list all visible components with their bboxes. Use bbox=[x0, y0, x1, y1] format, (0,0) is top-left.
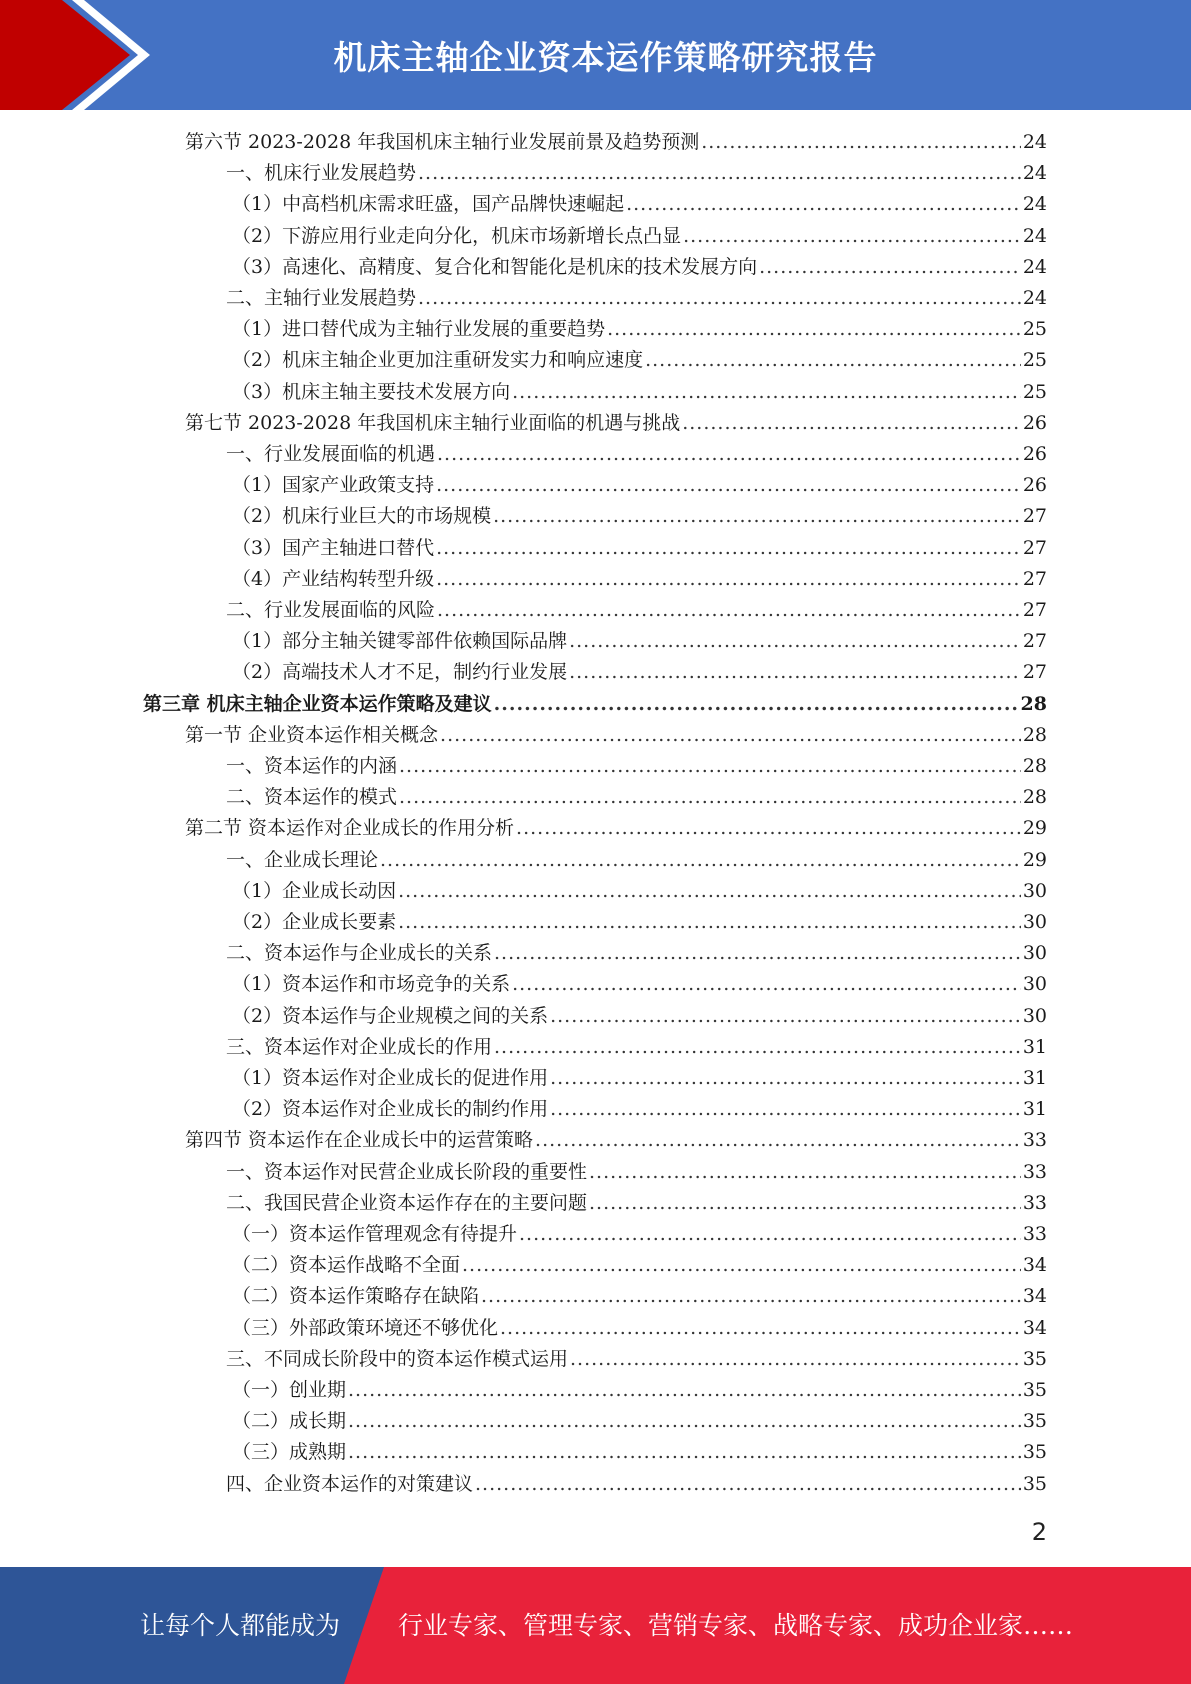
toc-dot-leader bbox=[481, 1281, 1021, 1312]
toc-entry[interactable] bbox=[232, 189, 1047, 220]
toc-dot-leader bbox=[645, 345, 1021, 376]
footer-slogan-right: 行业专家、管理专家、营销专家、战略专家、成功企业家…… bbox=[398, 1611, 1074, 1640]
report-title: 机床主轴企业资本运作策略研究报告 bbox=[333, 37, 878, 77]
toc-dot-leader bbox=[440, 720, 1021, 751]
toc-entry[interactable] bbox=[232, 1063, 1047, 1094]
toc-entry-page: 25 bbox=[1022, 380, 1047, 403]
toc-dot-leader bbox=[589, 1157, 1021, 1188]
toc-entry-page: 35 bbox=[1022, 1441, 1047, 1464]
toc-entry-page: 24 bbox=[1022, 224, 1047, 247]
toc-entry[interactable] bbox=[232, 1219, 1047, 1250]
toc-entry-title: （2）机床主轴企业更加注重研发实力和响应速度 bbox=[232, 349, 644, 372]
toc-entry-page: 28 bbox=[1022, 786, 1047, 809]
toc-entry[interactable] bbox=[226, 1157, 1047, 1188]
toc-entry-title: （2）资本运作与企业规模之间的关系 bbox=[232, 1004, 549, 1027]
toc-entry-title: （二）资本运作策略存在缺陷 bbox=[232, 1285, 480, 1308]
toc-entry-page: 30 bbox=[1022, 911, 1047, 933]
toc-entry-title: （1）中高档机床需求旺盛，国产品牌快速崛起 bbox=[232, 193, 625, 216]
toc-entry-page: 27 bbox=[1022, 599, 1047, 621]
toc-entry-title: 一、资本运作的内涵 bbox=[226, 755, 398, 777]
toc-entry[interactable] bbox=[226, 595, 1047, 626]
toc-entry[interactable] bbox=[232, 533, 1047, 564]
toc-entry-page: 33 bbox=[1022, 1191, 1047, 1214]
toc-entry[interactable] bbox=[226, 751, 1047, 782]
toc-entry-title: （3）高速化、高精度、复合化和智能化是机床的技术发展方向 bbox=[232, 255, 758, 278]
toc-entry-page: 31 bbox=[1022, 1098, 1047, 1121]
toc-entry-title: 第一节 企业资本运作相关概念 bbox=[185, 723, 439, 746]
toc-dot-leader bbox=[519, 1219, 1021, 1250]
toc-entry-page: 30 bbox=[1022, 942, 1047, 965]
toc-entry-title: 二、行业发展面临的风险 bbox=[226, 599, 436, 621]
toc-entry[interactable] bbox=[232, 1375, 1047, 1406]
toc-entry-title: （2）企业成长要素 bbox=[232, 911, 397, 933]
toc-entry-page: 24 bbox=[1022, 162, 1047, 185]
toc-entry-page: 33 bbox=[1022, 1129, 1047, 1152]
toc-entry-title: 一、机床行业发展趋势 bbox=[226, 162, 417, 185]
toc-entry-title: （三）成熟期 bbox=[232, 1441, 347, 1464]
toc-dot-leader bbox=[398, 907, 1021, 938]
toc-entry[interactable] bbox=[232, 1094, 1047, 1125]
toc-entry[interactable] bbox=[185, 408, 1047, 439]
toc-dot-leader bbox=[493, 501, 1021, 532]
toc-entry-title: 二、资本运作与企业成长的关系 bbox=[226, 942, 493, 965]
toc-dot-leader bbox=[589, 1188, 1021, 1219]
toc-entry[interactable] bbox=[232, 252, 1047, 283]
toc-dot-leader bbox=[550, 1063, 1021, 1094]
toc-dot-leader bbox=[437, 595, 1021, 626]
toc-dot-leader bbox=[570, 1344, 1021, 1375]
toc-entry-page: 35 bbox=[1022, 1472, 1047, 1495]
toc-dot-leader bbox=[569, 657, 1021, 688]
toc-entry-title: （二）成长期 bbox=[232, 1410, 347, 1433]
toc-entry-title: 第六节 2023-2028 年我国机床主轴行业发展前景及趋势预测 bbox=[185, 131, 700, 153]
toc-dot-leader bbox=[418, 283, 1021, 314]
toc-entry-page: 34 bbox=[1022, 1316, 1047, 1339]
toc-entry-title: 第七节 2023-2028 年我国机床主轴行业面临的机遇与挑战 bbox=[185, 411, 681, 434]
toc-entry-page: 27 bbox=[1022, 567, 1047, 590]
toc-entry-title: 四、企业资本运作的对策建议 bbox=[226, 1472, 474, 1495]
toc-entry-page: 29 bbox=[1022, 848, 1047, 871]
toc-entry-title: 二、主轴行业发展趋势 bbox=[226, 287, 417, 309]
toc-entry-page: 24 bbox=[1022, 131, 1047, 153]
toc-entry-title: （三）外部政策环境还不够优化 bbox=[232, 1316, 499, 1339]
toc-entry-title: （3）机床主轴主要技术发展方向 bbox=[232, 380, 511, 403]
footer-banner bbox=[0, 1567, 1191, 1684]
toc-dot-leader bbox=[683, 221, 1021, 252]
toc-entry-title: 二、我国民营企业资本运作存在的主要问题 bbox=[226, 1191, 588, 1214]
toc-dot-leader bbox=[436, 533, 1021, 564]
toc-entry[interactable] bbox=[232, 470, 1047, 501]
toc-dot-leader bbox=[550, 1001, 1021, 1032]
toc-entry[interactable] bbox=[232, 907, 1047, 938]
toc-dot-leader bbox=[462, 1250, 1021, 1281]
toc-entry[interactable] bbox=[232, 564, 1047, 595]
toc-entry-title: 第二节 资本运作对企业成长的作用分析 bbox=[185, 817, 515, 840]
toc-entry-page: 25 bbox=[1022, 349, 1047, 372]
toc-entry-page: 27 bbox=[1022, 661, 1047, 684]
toc-entry-page: 26 bbox=[1022, 411, 1047, 434]
toc-entry[interactable] bbox=[226, 1032, 1047, 1063]
toc-entry-title: 一、资本运作对民营企业成长阶段的重要性 bbox=[226, 1160, 588, 1183]
toc-entry-title: （1）资本运作和市场竞争的关系 bbox=[232, 973, 511, 996]
toc-dot-leader bbox=[436, 564, 1021, 595]
toc-dot-leader bbox=[399, 782, 1021, 813]
toc-entry[interactable] bbox=[232, 1406, 1047, 1437]
toc-dot-leader bbox=[398, 876, 1021, 907]
toc-dot-leader bbox=[626, 189, 1021, 220]
toc-entry-page: 28 bbox=[1020, 692, 1047, 715]
toc-entry-title: 第三章 机床主轴企业资本运作策略及建议 bbox=[143, 692, 492, 715]
toc-entry[interactable] bbox=[232, 1001, 1047, 1032]
toc-entry-title: （2）资本运作对企业成长的制约作用 bbox=[232, 1098, 549, 1121]
toc-entry-page: 31 bbox=[1022, 1067, 1047, 1089]
toc-dot-leader bbox=[380, 845, 1021, 876]
toc-entry-title: （一）创业期 bbox=[232, 1379, 347, 1401]
toc-dot-leader bbox=[682, 408, 1021, 439]
toc-dot-leader bbox=[399, 751, 1021, 782]
toc-entry-page: 26 bbox=[1022, 443, 1047, 465]
toc-entry[interactable] bbox=[185, 1125, 1047, 1156]
toc-dot-leader bbox=[436, 470, 1021, 501]
toc-entry-title: （1）部分主轴关键零部件依赖国际品牌 bbox=[232, 630, 568, 653]
toc-entry-page: 29 bbox=[1022, 817, 1047, 840]
footer-slogan-left: 让每个人都能成为 bbox=[140, 1611, 341, 1640]
toc-entry[interactable] bbox=[232, 221, 1047, 252]
toc-entry-title: （2）下游应用行业走向分化，机床市场新增长点凸显 bbox=[232, 224, 682, 247]
toc-dot-leader bbox=[475, 1469, 1021, 1500]
toc-dot-leader bbox=[535, 1125, 1021, 1156]
toc-entry-title: 一、行业发展面临的机遇 bbox=[226, 443, 436, 465]
toc-entry-page: 24 bbox=[1022, 287, 1047, 309]
toc-entry-title: 三、不同成长阶段中的资本运作模式运用 bbox=[226, 1347, 569, 1370]
page-number: 2 bbox=[1031, 1518, 1047, 1546]
toc-entry[interactable] bbox=[226, 439, 1047, 470]
toc-entry[interactable] bbox=[226, 938, 1047, 969]
toc-entry-title: （1）企业成长动因 bbox=[232, 879, 397, 902]
toc-entry-page: 24 bbox=[1022, 255, 1047, 278]
toc-dot-leader bbox=[516, 813, 1021, 844]
toc-entry[interactable] bbox=[232, 345, 1047, 376]
toc-entry[interactable] bbox=[232, 626, 1047, 657]
toc-entry-page: 34 bbox=[1022, 1285, 1047, 1308]
toc-dot-leader bbox=[348, 1406, 1021, 1437]
toc-entry[interactable] bbox=[232, 969, 1047, 1000]
toc-entry-page: 35 bbox=[1022, 1379, 1047, 1401]
toc-entry[interactable] bbox=[232, 1250, 1047, 1281]
toc-dot-leader bbox=[701, 127, 1021, 158]
toc-entry-title: （1）进口替代成为主轴行业发展的重要趋势 bbox=[232, 318, 606, 341]
toc-dot-leader bbox=[494, 1032, 1021, 1063]
toc-dot-leader bbox=[348, 1437, 1021, 1468]
toc-entry-page: 33 bbox=[1022, 1160, 1047, 1183]
toc-entry[interactable] bbox=[232, 657, 1047, 688]
toc-entry-page: 30 bbox=[1022, 879, 1047, 902]
toc-entry[interactable] bbox=[226, 782, 1047, 813]
toc-entry-page: 33 bbox=[1022, 1223, 1047, 1245]
toc-entry-page: 34 bbox=[1022, 1254, 1047, 1277]
toc-entry-page: 27 bbox=[1022, 630, 1047, 653]
toc-dot-leader bbox=[494, 689, 1019, 720]
toc-entry-page: 24 bbox=[1022, 193, 1047, 216]
toc-entry[interactable] bbox=[232, 314, 1047, 345]
toc-entry-page: 35 bbox=[1022, 1410, 1047, 1433]
toc-entry-page: 28 bbox=[1022, 755, 1047, 777]
toc-dot-leader bbox=[607, 314, 1021, 345]
toc-entry-page: 28 bbox=[1022, 723, 1047, 746]
toc-dot-leader bbox=[418, 158, 1021, 189]
toc-dot-leader bbox=[500, 1313, 1021, 1344]
toc-entry[interactable] bbox=[185, 127, 1047, 158]
toc-entry-title: （1）国家产业政策支持 bbox=[232, 474, 435, 497]
toc-entry-page: 27 bbox=[1022, 505, 1047, 528]
toc-entry[interactable] bbox=[232, 501, 1047, 532]
toc-entry[interactable] bbox=[226, 158, 1047, 189]
toc-entry-page: 25 bbox=[1022, 318, 1047, 341]
toc-entry-page: 27 bbox=[1022, 536, 1047, 559]
toc-entry[interactable] bbox=[232, 377, 1047, 408]
toc-entry-title: （2）高端技术人才不足，制约行业发展 bbox=[232, 661, 568, 684]
toc-entry[interactable] bbox=[143, 689, 1047, 720]
toc-entry-title: （3）国产主轴进口替代 bbox=[232, 536, 435, 559]
toc-dot-leader bbox=[569, 626, 1021, 657]
toc-entry-title: 二、资本运作的模式 bbox=[226, 786, 398, 809]
toc-entry-page: 35 bbox=[1022, 1347, 1047, 1370]
toc-dot-leader bbox=[512, 969, 1021, 1000]
toc-entry[interactable] bbox=[232, 1437, 1047, 1468]
toc-entry-title: 第四节 资本运作在企业成长中的运营策略 bbox=[185, 1129, 534, 1152]
toc-entry-title: （4）产业结构转型升级 bbox=[232, 567, 435, 590]
toc-entry[interactable] bbox=[232, 876, 1047, 907]
toc-entry-page: 30 bbox=[1022, 973, 1047, 996]
toc-dot-leader bbox=[437, 439, 1021, 470]
toc-dot-leader bbox=[550, 1094, 1021, 1125]
toc-entry-title: 一、企业成长理论 bbox=[226, 848, 379, 871]
toc-entry[interactable] bbox=[226, 845, 1047, 876]
toc-entry[interactable] bbox=[185, 720, 1047, 751]
toc-entry-title: （一）资本运作管理观念有待提升 bbox=[232, 1223, 518, 1245]
toc-entry-title: （2）机床行业巨大的市场规模 bbox=[232, 505, 492, 528]
toc-entry[interactable] bbox=[226, 1344, 1047, 1375]
toc-entry-title: （1）资本运作对企业成长的促进作用 bbox=[232, 1067, 549, 1089]
toc-entry-page: 31 bbox=[1022, 1035, 1047, 1058]
toc-entry[interactable] bbox=[226, 1188, 1047, 1219]
toc-dot-leader bbox=[348, 1375, 1021, 1406]
toc-entry[interactable] bbox=[232, 1313, 1047, 1344]
toc-entry-page: 30 bbox=[1022, 1004, 1047, 1027]
toc-entry[interactable] bbox=[232, 1281, 1047, 1312]
toc-dot-leader bbox=[494, 938, 1021, 969]
toc-entry-title: （二）资本运作战略不全面 bbox=[232, 1254, 461, 1277]
toc-entry[interactable] bbox=[226, 1469, 1047, 1500]
toc-entry[interactable] bbox=[185, 813, 1047, 844]
toc-entry[interactable] bbox=[226, 283, 1047, 314]
header-banner bbox=[0, 0, 1191, 110]
toc-entry-title: 三、资本运作对企业成长的作用 bbox=[226, 1035, 493, 1058]
toc-entry-page: 26 bbox=[1022, 474, 1047, 497]
toc-dot-leader bbox=[759, 252, 1021, 283]
toc-dot-leader bbox=[512, 377, 1021, 408]
